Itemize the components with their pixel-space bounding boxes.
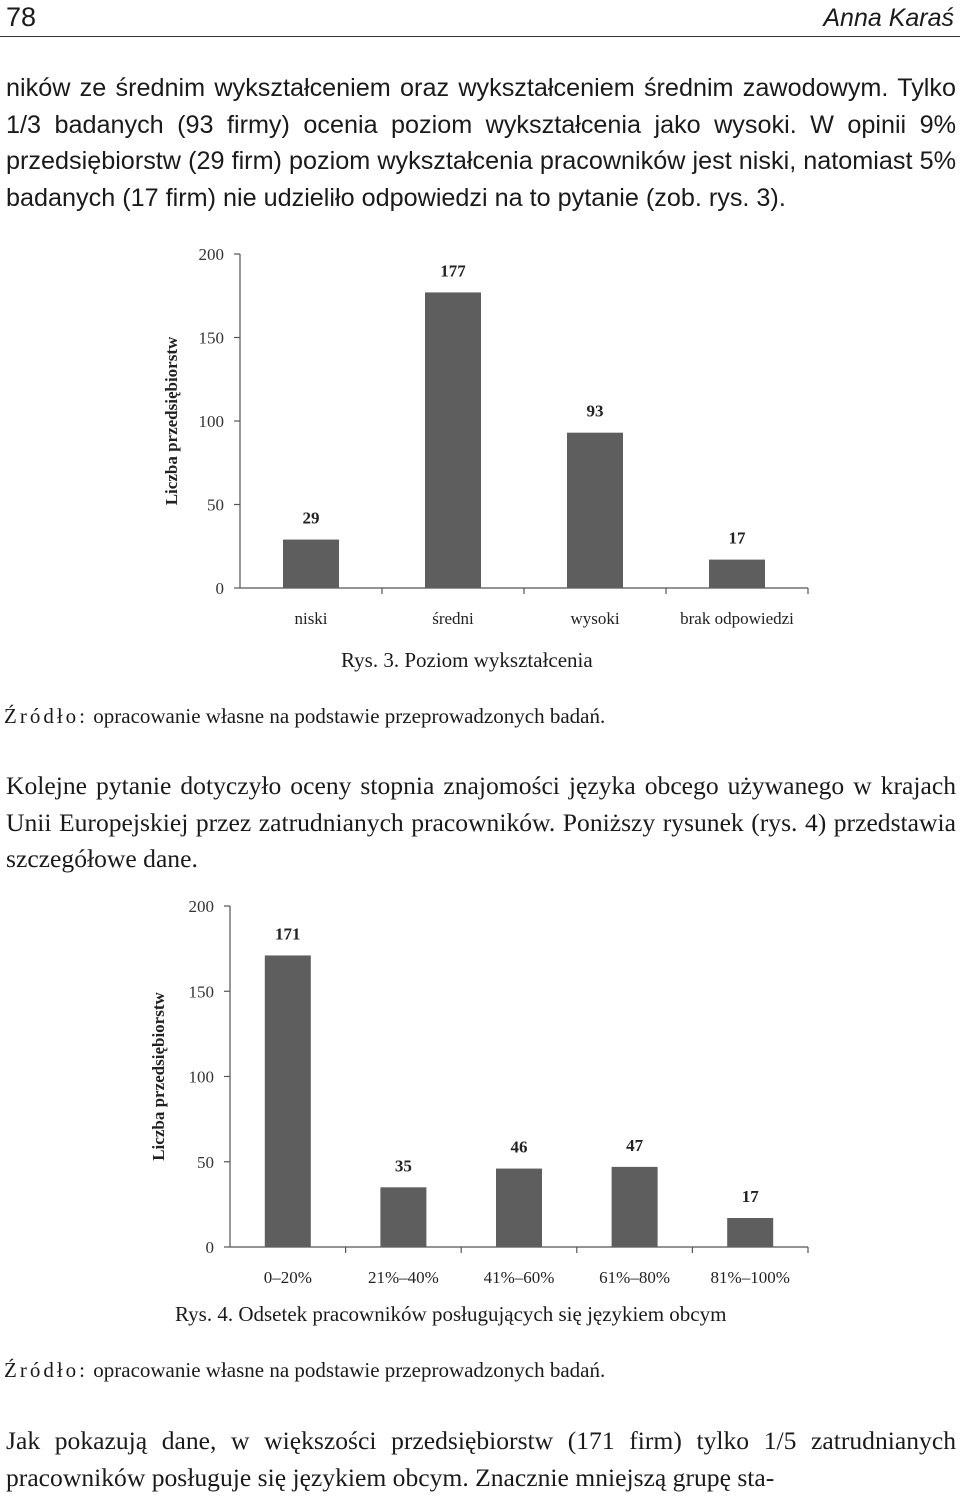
y-tick-label: 100: [198, 412, 224, 431]
bar-value-label: 171: [275, 924, 301, 944]
x-category-label: średni: [432, 609, 474, 628]
y-tick-label: 200: [198, 245, 224, 264]
x-category-label: wysoki: [570, 609, 620, 628]
y-tick-label: 150: [188, 982, 214, 1002]
x-category-label: niski: [294, 609, 328, 628]
y-tick-label: 0: [215, 579, 224, 598]
y-tick-label: 150: [198, 328, 224, 348]
y-tick-label: 50: [207, 495, 224, 515]
body-paragraph-2: Kolejne pytanie dotyczyło oceny stopnia znajomości języka obcego używanego w krajach Unii Europejskiej przez zatrudnianych pracowników. Poniższy rysunek (rys. 4) przedstawia szczegółowe dane.: [6, 771, 956, 873]
bar-value-label: 177: [440, 261, 466, 281]
running-header-author: Anna Karaś: [823, 4, 954, 32]
y-tick-label: 100: [188, 1067, 214, 1087]
bar-value-label: 93: [586, 401, 604, 421]
bar: [283, 540, 339, 588]
figure-3-source: [4, 704, 605, 729]
x-category-label: 0–20%: [263, 1268, 312, 1287]
page-number: 78: [6, 2, 37, 32]
y-tick-label: 50: [197, 1152, 214, 1172]
y-tick-label: 200: [188, 897, 214, 916]
x-category-label: 41%–60%: [483, 1268, 555, 1287]
figure-4-source: [4, 1358, 605, 1383]
bar-value-label: 17: [741, 1187, 759, 1207]
figure-3-bar-chart: [0, 238, 960, 638]
bar-value-label: 17: [728, 528, 746, 548]
x-category-label: 21%–40%: [367, 1268, 439, 1287]
bar: [265, 955, 311, 1247]
y-axis-title: Liczba przedsiębiorstw: [149, 992, 168, 1161]
source-text: opracowanie własne na podstawie przeprowadzonych badań.: [88, 1358, 606, 1382]
x-category-label: 81%–100%: [710, 1268, 790, 1287]
y-axis-title: Liczba przedsiębiorstw: [162, 336, 181, 506]
body-paragraph-1: ników ze średnim wykształceniem oraz wykształceniem średnim zawodowym. Tylko 1/3 badanych (93 firmy) ocenia poziom wykształcenia jako wysoki. W opinii 9% przedsiębiorstw (29 firm) poziom wykształcenia pracowników jest niski, natomiast 5% badanych (17 firm) nie udzieliło odpowiedzi na to pytanie (zob. rys. 3).: [6, 74, 956, 212]
source-text: opracowanie własne na podstawie przeprowadzonych badań.: [88, 704, 606, 728]
page-header: [0, 0, 960, 37]
bar: [567, 433, 623, 588]
figure-3-chart: [0, 238, 960, 638]
bar-value-label: 29: [302, 508, 320, 528]
bar-value-label: 47: [626, 1135, 644, 1155]
source-lead: Źródło:: [4, 1358, 88, 1382]
figure-4-caption: Rys. 4. Odsetek pracowników posługujących się językiem obcym: [175, 1302, 727, 1326]
source-lead: Źródło:: [4, 704, 88, 728]
x-category-label: 61%–80%: [599, 1268, 671, 1287]
figure-4-chart: [0, 890, 960, 1290]
bar-value-label: 46: [510, 1137, 528, 1157]
bar: [496, 1169, 542, 1247]
bar: [425, 292, 481, 588]
bar: [709, 560, 765, 588]
x-category-label: brak odpowiedzi: [680, 609, 794, 628]
figure-4-bar-chart: [0, 890, 960, 1290]
figure-3-caption: Rys. 3. Poziom wykształcenia: [341, 648, 593, 672]
bar: [380, 1187, 426, 1247]
y-tick-label: 0: [205, 1238, 214, 1257]
bar-value-label: 35: [394, 1156, 412, 1176]
body-paragraph-3: Jak pokazują dane, w większości przedsiębiorstw (171 firm) tylko 1/5 zatrudnianych pracowników posługuje się językiem obcym. Znacznie mniejszą grupę sta-: [6, 1426, 956, 1492]
bar: [612, 1167, 658, 1247]
bar: [727, 1218, 773, 1247]
